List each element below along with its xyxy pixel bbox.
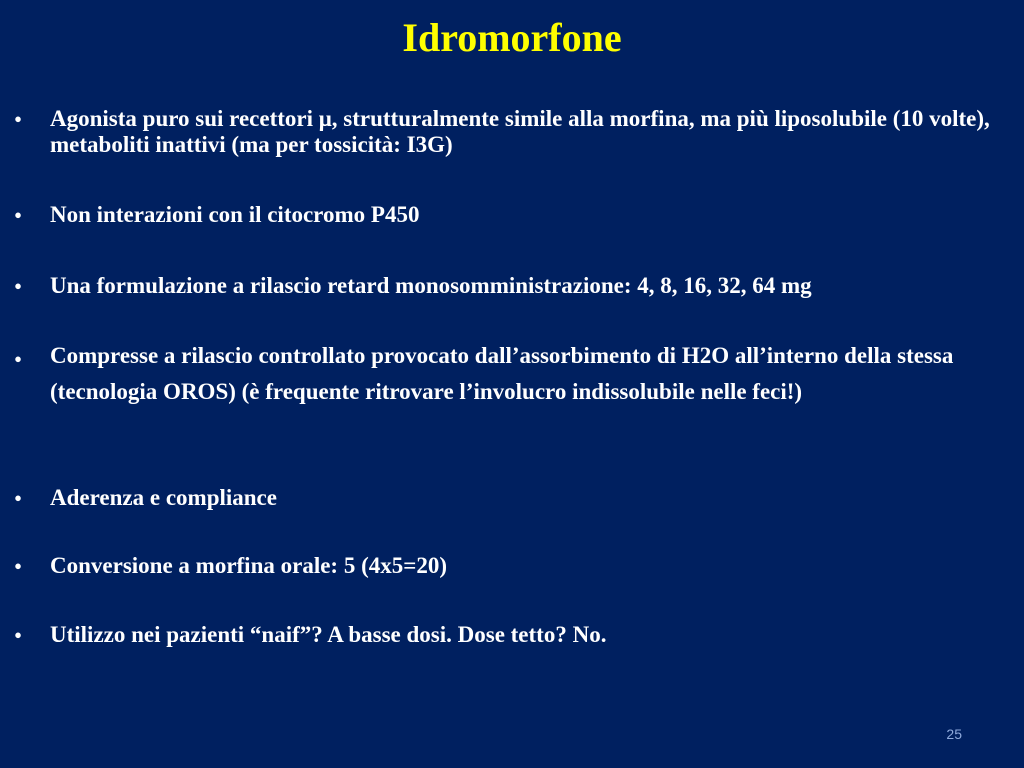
bullet-text: Non interazioni con il citocromo P450 bbox=[50, 202, 420, 227]
bullet-text: Aderenza e compliance bbox=[50, 485, 277, 510]
bullet-marker: • bbox=[14, 203, 23, 228]
bullet-marker: • bbox=[14, 554, 23, 579]
bullet-text: Compresse a rilascio controllato provocato dall’assorbimento di H2O all’interno della stessa (tecnologia OROS) (è frequente ritrovare l’involucro indissolubile nelle feci!) bbox=[50, 343, 954, 404]
bullet-marker: • bbox=[14, 623, 23, 648]
bullet-text: Agonista puro sui recettori μ, strutturalmente simile alla morfina, ma più liposolubile (10 volte), metaboliti inattivi (ma per tossicità: I3G) bbox=[50, 106, 990, 157]
bullet-text: Utilizzo nei pazienti “naif”? A basse dosi. Dose tetto? No. bbox=[50, 622, 607, 647]
bullet-marker: • bbox=[14, 347, 23, 372]
bullet-marker: • bbox=[14, 107, 23, 132]
bullet-marker: • bbox=[14, 486, 23, 511]
bullet-text: Conversione a morfina orale: 5 (4x5=20) bbox=[50, 553, 448, 578]
bullet-marker: • bbox=[14, 274, 23, 299]
bullet-text: Una formulazione a rilascio retard monosomministrazione: 4, 8, 16, 32, 64 mg bbox=[50, 273, 812, 298]
slide-title: Idromorfone bbox=[402, 15, 622, 60]
slide-page-number: 25 bbox=[946, 726, 962, 742]
